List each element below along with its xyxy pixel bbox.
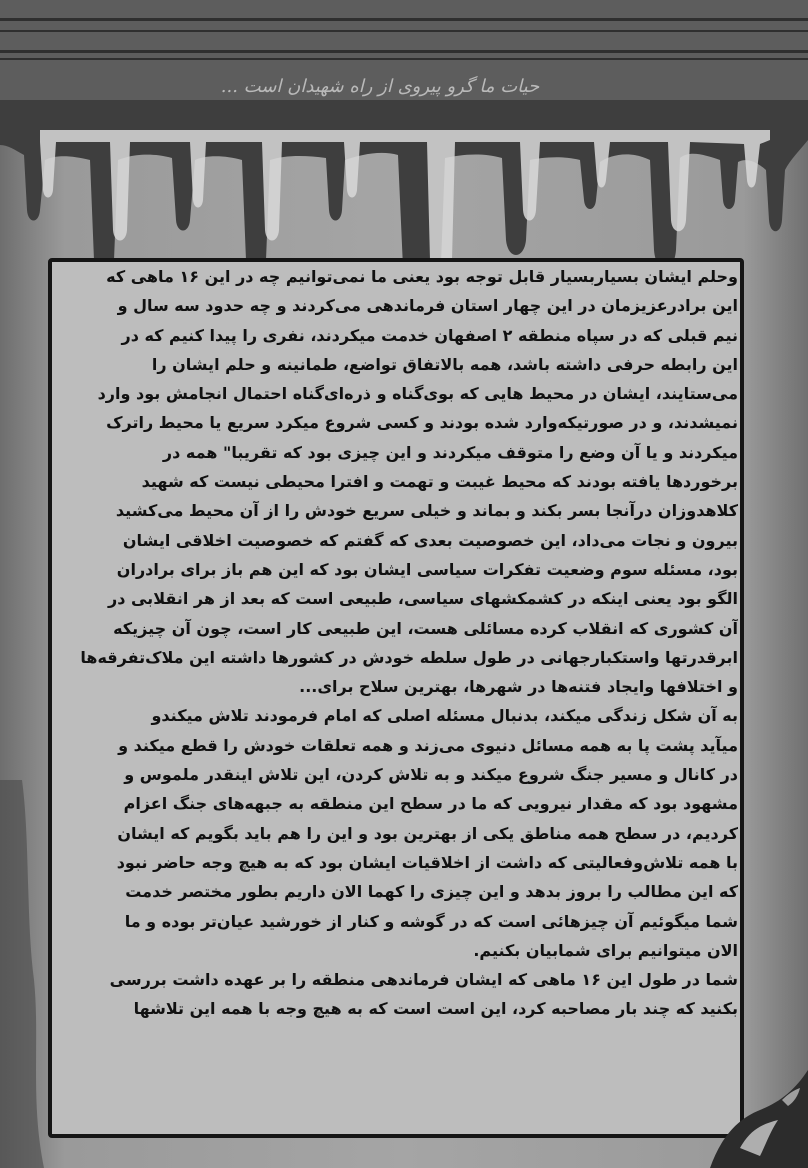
article-line: بیرون و نجات می‌داد، این خصوصیت بعدی که گفتم که خصوصیت اخلاقی ایشان: [122, 530, 738, 550]
header-rule: [0, 30, 808, 32]
article-line: کردیم، در سطح همه مناطق یکی از بهترین بود و این را هم باید بگویم که ایشان: [117, 823, 738, 843]
article-line: و اختلافها وایجاد فتنه‌ها در شهرها، بهترین سلاح برای...: [299, 677, 738, 697]
article-line: کلاهدوزان درآنجا بسر بکند و بماند و خیلی سریع خودش را از آن محیط می‌کشید: [115, 501, 738, 521]
article-line: نیم قبلی که در سپاه منطقه ۲ اصفهان خدمت میکردند، نفری را پیدا کنیم که در: [121, 325, 738, 345]
article-body: [62, 262, 738, 1024]
article-line: با همه تلاش‌وفعالیتی که داشت از اخلاقیات ایشان بود که به هیچ وجه حاضر نبود: [116, 852, 738, 872]
article-line: برخوردها یافته بودند که محیط غیبت و تهمت و افترا محیطی نیست که شهید: [141, 472, 738, 492]
header-band: [0, 0, 808, 112]
article-line: بود، مسئله سوم وضعیت تفکرات سیاسی ایشان بود که این هم باز برای برادران: [116, 559, 738, 579]
article-line: الان میتوانیم برای شمابیان بکنیم.: [473, 940, 738, 960]
header-quote: حیات ما گرو پیروی از راه شهیدان است ...: [220, 76, 540, 97]
corner-ornament-icon: [700, 1060, 808, 1168]
article-line: نمیشدند، و در صورتیکه‌وارد شده بودند و کسی شروع میکرد سریع یا محیط راترک: [106, 413, 738, 433]
article-line: بکنید که چند بار مصاحبه کرد، این است است که به هیچ وجه با همه این تلاشها: [133, 999, 738, 1019]
article-line: این برادرعزیزمان در این چهار استان فرماندهی می‌کردند و چه حدود سه سال و: [117, 296, 738, 316]
article-line: آن کشوری که انقلاب کرده مسائلی هست، این طبیعی کار است، چون آن چیزیکه: [113, 618, 738, 638]
article-line: در کانال و مسیر جنگ شروع میکند و به تلاش کردن، این تلاش اینقدر ملموس و: [124, 765, 738, 785]
article-line: که این مطالب را بروز بدهد و این چیزی را کهما الان داریم بطور مختصر خدمت: [125, 882, 738, 902]
header-rule: [0, 58, 808, 60]
article-line: مشهود بود که مقدار نیرویی که ما در سطح این منطقه به جبهه‌های جنگ اعزام: [123, 794, 738, 814]
article-line: میکردند و یا آن وضع را متوقف میکردند و این چیزی بود که تقریبا" همه در: [162, 442, 738, 462]
article-line: به آن شکل زندگی میکند، بدنبال مسئله اصلی که امام فرمودند تلاش میکندو: [151, 706, 738, 726]
header-rule: [0, 50, 808, 53]
article-line: شما در طول این ۱۶ ماهی که ایشان فرماندهی منطقه را بر عهده داشت بررسی: [109, 970, 738, 990]
article-line: می‌ستایند، ایشان در محیط هایی که بوی‌گناه و ذره‌ای‌گناه احتمال انجامش بود وارد: [97, 384, 738, 404]
article-line: شما میگوئیم آن چیزهائی است که در گوشه و کنار از خورشید عیان‌تر بوده و ما: [124, 911, 738, 931]
header-rule: [0, 18, 808, 21]
article-line: میآید پشت پا به همه مسائل دنیوی می‌زند و همه تعلقات خودش را قطع میکند و: [118, 735, 738, 755]
article-line: این رابطه حرفی داشته باشد، همه بالاتفاق تواضع، طمانینه و حلم ایشان را: [151, 354, 738, 374]
article-line: الگو بود یعنی اینکه در کشمکشهای سیاسی، طبیعی است که بعد از هر انقلابی در: [108, 589, 738, 609]
article-line: وحلم ایشان بسیاربسیار قابل توجه بود یعنی ما نمی‌توانیم چه در این ۱۶ ماهی که: [106, 267, 738, 286]
article-line: ابرقدرتها واستکبارجهانی در طول سلطه خودش در کشورها داشته این ملاک‌تفرقه‌ها: [80, 647, 738, 667]
